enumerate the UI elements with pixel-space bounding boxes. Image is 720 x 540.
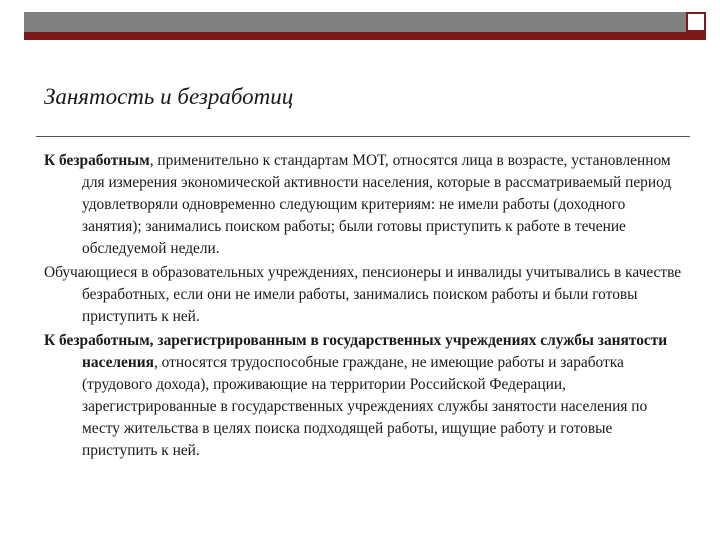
paragraph-2 [44,262,684,328]
paragraph-1-text: , применительно к стандартам МОТ, относятся лица в возрасте, установленном для измерения экономической активности населения, которые в рассматриваемый период удовлетворяли одновременно следующим критериям: не имели работы (доходного занятия); занимались поиском работы; были готовы приступить к работе в течение обследуемой недели. [82,152,672,257]
paragraph-1-bold: К безработным [44,152,150,169]
paragraph-3-text: , относятся трудоспособные граждане, не имеющие работы и заработка (трудового дохода), проживающие на территории Российской Федерации, зарегистрированные в государственных учреждениях службы занятости населения по месту жительства в целях поиска подходящей работы, ищущие работу и готовые приступить к ней. [82,354,648,459]
slide-body [44,150,684,464]
title-divider [36,136,690,137]
corner-box-lower [686,32,706,40]
paragraph-3 [44,330,684,462]
top-gray-band [24,12,686,32]
paragraph-1 [44,150,684,260]
paragraph-2-text: Обучающиеся в образовательных учреждениях, пенсионеры и инвалиды учитывались в качестве безработных, если они не имели работы, занимались поиском работы и были готовы приступить к ней. [44,264,682,325]
paragraph-3-bold: К безработным, зарегистрированным в государственных учреждениях службы занятости населения [44,332,668,371]
corner-box [686,12,706,32]
slide-title: Занятость и безработиц [44,84,294,109]
top-red-band [24,32,686,40]
